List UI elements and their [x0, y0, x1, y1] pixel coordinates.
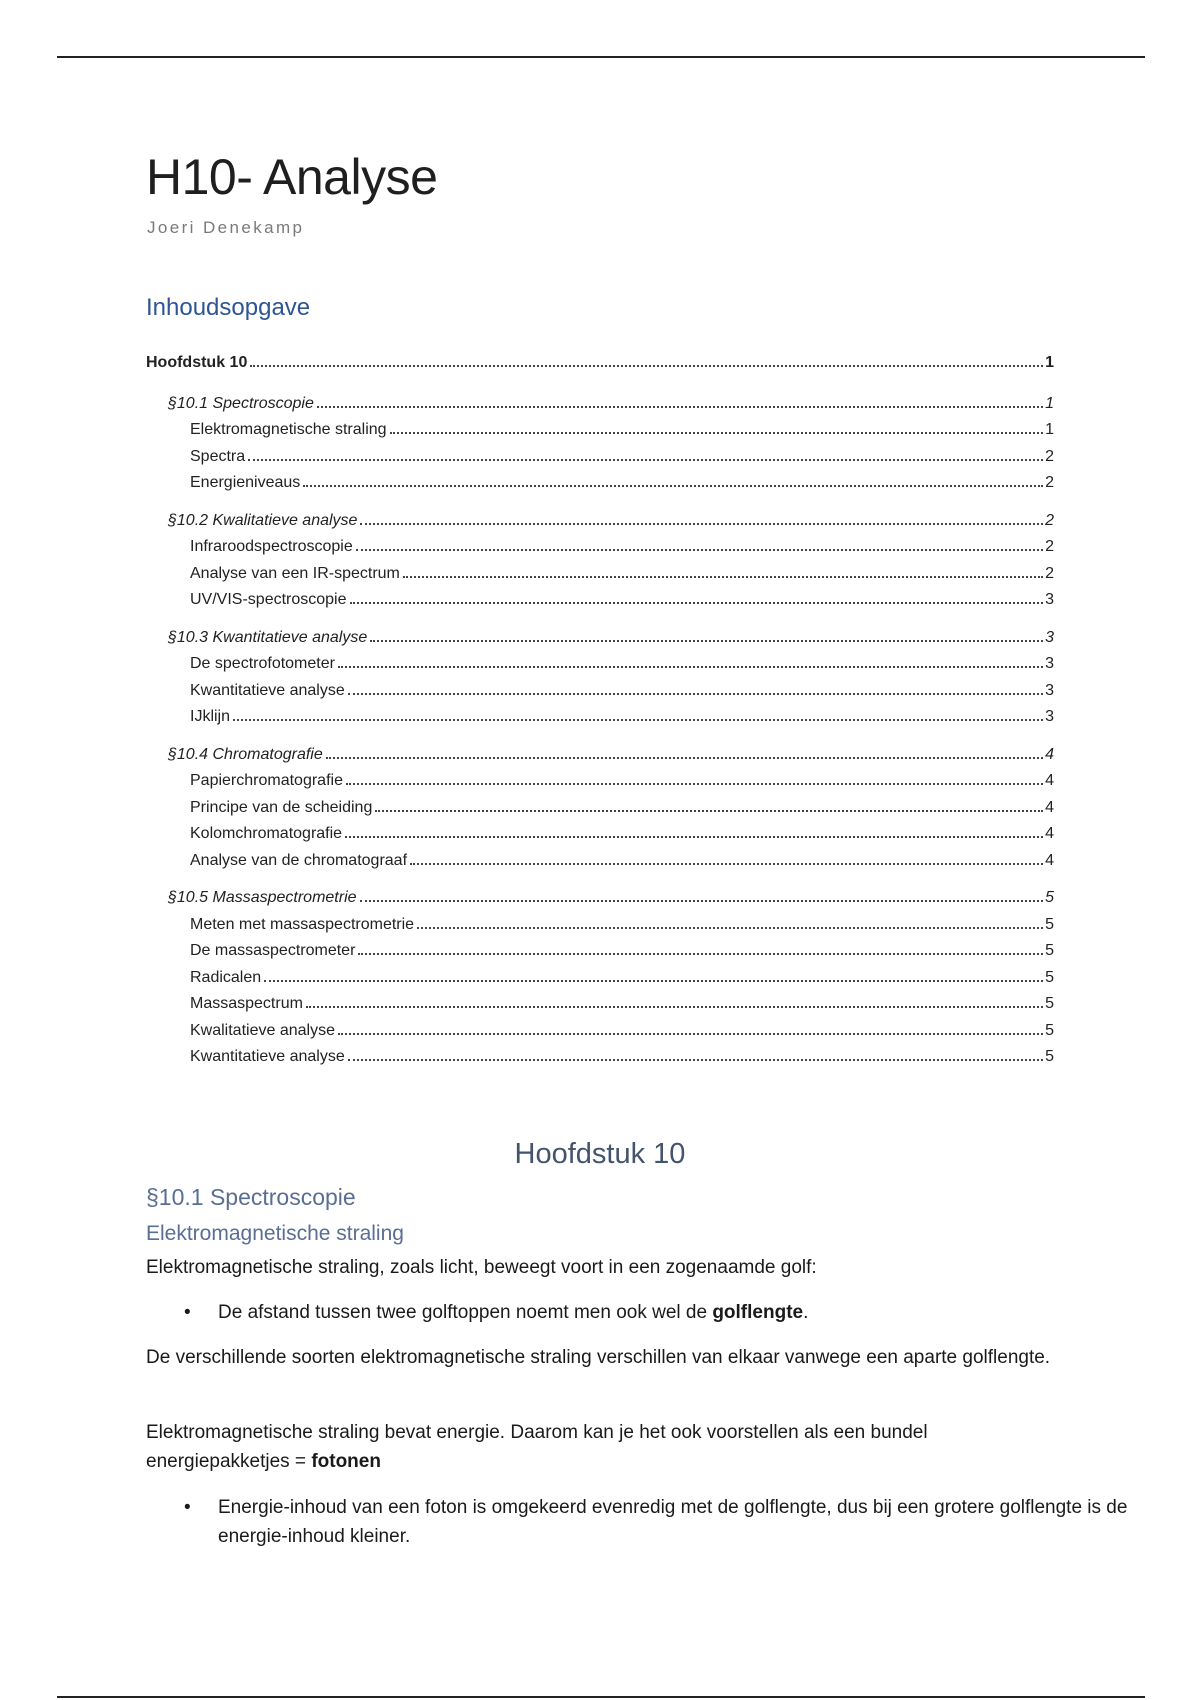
- toc-leader-dots: [345, 836, 1043, 838]
- toc-entry-page: 3: [1045, 628, 1054, 646]
- toc-leader-dots: [417, 927, 1043, 929]
- toc-entry-label: §10.2 Kwalitatieve analyse: [168, 511, 358, 529]
- toc-leader-dots: [338, 1033, 1043, 1035]
- toc-leader-dots: [348, 1059, 1043, 1061]
- toc-leader-dots: [233, 719, 1043, 721]
- toc-leader-dots: [356, 549, 1043, 551]
- header-rule: [57, 56, 1145, 58]
- toc-entry-label: Energieniveaus: [190, 474, 301, 491]
- toc-leader-dots: [360, 900, 1044, 902]
- bold-term: fotonen: [311, 1451, 381, 1472]
- toc-entry-page: 5: [1045, 915, 1054, 933]
- document-title: H10- Analyse: [146, 149, 438, 205]
- toc-leader-dots: [350, 602, 1044, 604]
- toc-entry-page: 1: [1045, 394, 1054, 412]
- document-author: Joeri Denekamp: [147, 218, 305, 237]
- toc-entry-label: Hoofdstuk 10: [146, 354, 248, 371]
- toc-leader-dots: [264, 980, 1043, 982]
- toc-entry[interactable]: [146, 1022, 1054, 1049]
- toc-entry-page: 2: [1045, 474, 1054, 491]
- toc-entry[interactable]: [146, 825, 1054, 852]
- toc-entry-page: 5: [1045, 889, 1054, 906]
- toc-leader-dots: [348, 693, 1043, 695]
- toc-entry[interactable]: [146, 474, 1054, 501]
- toc-entry-label: Kwantitatieve analyse: [190, 681, 345, 699]
- toc-leader-dots: [250, 365, 1043, 367]
- toc-entry-page: 3: [1045, 591, 1054, 608]
- toc-entry-label: Massaspectrum: [190, 995, 303, 1012]
- toc-entry-page: 5: [1045, 942, 1054, 959]
- toc-entry-page: 2: [1045, 447, 1054, 465]
- toc-entry[interactable]: [146, 1048, 1054, 1075]
- footer-rule: [57, 1696, 1145, 1698]
- toc-entry-page: 4: [1045, 798, 1054, 816]
- toc-entry-page: 1: [1045, 421, 1054, 438]
- toc-entry[interactable]: [146, 512, 1054, 539]
- toc-leader-dots: [306, 1006, 1043, 1008]
- toc-entry[interactable]: [146, 708, 1054, 735]
- toc-entry-page: 4: [1045, 851, 1054, 869]
- toc-entry[interactable]: [146, 421, 1054, 448]
- toc-entry-page: 3: [1045, 681, 1054, 699]
- toc-entry[interactable]: [146, 591, 1054, 618]
- toc-entry-page: 5: [1045, 1021, 1054, 1039]
- bullet-text: De afstand tussen twee golftoppen noemt men ook wel de: [218, 1302, 713, 1323]
- toc-entry-label: Radicalen: [190, 968, 262, 986]
- toc-entry[interactable]: [146, 969, 1054, 996]
- toc-leader-dots: [375, 810, 1043, 812]
- toc-entry[interactable]: [146, 354, 1054, 381]
- toc-entry-page: 5: [1045, 995, 1054, 1012]
- toc-entry-page: 4: [1045, 745, 1054, 763]
- toc-entry[interactable]: [146, 889, 1054, 916]
- toc-leader-dots: [410, 863, 1043, 865]
- toc-entry-label: Meten met massaspectrometrie: [190, 915, 415, 933]
- toc-entry-label: Analyse van een IR-spectrum: [190, 564, 400, 582]
- toc-entry[interactable]: [146, 565, 1054, 592]
- toc-leader-dots: [338, 666, 1043, 668]
- toc-entry[interactable]: [146, 799, 1054, 826]
- toc-entry[interactable]: [146, 655, 1054, 682]
- bullet-item: [146, 1298, 1148, 1327]
- toc-entry-label: Kwalitatieve analyse: [190, 1021, 335, 1039]
- toc-entry-label: IJklijn: [190, 708, 231, 725]
- bullet-punct: .: [803, 1302, 809, 1323]
- toc-entry-label: §10.4 Chromatografie: [168, 745, 323, 763]
- table-of-contents: [146, 354, 1054, 1075]
- chapter-title: Hoofdstuk 10: [514, 1138, 686, 1170]
- toc-entry-page: 2: [1045, 564, 1054, 582]
- toc-entry-label: De spectrofotometer: [190, 655, 335, 672]
- toc-heading: Inhoudsopgave: [146, 294, 311, 321]
- toc-entry-label: Principe van de scheiding: [190, 798, 373, 816]
- toc-entry-label: §10.1 Spectroscopie: [168, 394, 314, 412]
- bullet-text: Energie-inhoud van een foton is omgekeerd evenredig met de golflengte, dus bij een grotere golflengte is de energie-inhoud kleiner.: [218, 1497, 1128, 1547]
- toc-entry-page: 2: [1045, 511, 1054, 529]
- toc-entry-page: 3: [1045, 655, 1054, 672]
- toc-entry[interactable]: [146, 629, 1054, 656]
- toc-entry-label: §10.3 Kwantitatieve analyse: [168, 628, 368, 646]
- toc-leader-dots: [303, 485, 1043, 487]
- paragraph-text: Elektromagnetische straling bevat energie. Daarom kan je het ook voorstellen als een bundel energiepakketjes =: [146, 1422, 928, 1472]
- subsection-heading: Elektromagnetische straling: [146, 1222, 404, 1245]
- paragraph-intro: Elektromagnetische straling, zoals licht, beweegt voort in een zogenaamde golf:: [146, 1257, 817, 1278]
- toc-leader-dots: [326, 757, 1043, 759]
- toc-entry[interactable]: [146, 772, 1054, 799]
- toc-entry-label: Analyse van de chromatograaf: [190, 851, 408, 869]
- section-heading: §10.1 Spectroscopie: [146, 1184, 356, 1210]
- toc-entry-label: De massaspectrometer: [190, 942, 356, 959]
- toc-leader-dots: [346, 783, 1043, 785]
- toc-entry[interactable]: [146, 746, 1054, 773]
- toc-leader-dots: [358, 953, 1043, 955]
- toc-entry-page: 4: [1045, 772, 1054, 789]
- toc-entry-label: §10.5 Massaspectrometrie: [168, 889, 357, 906]
- toc-leader-dots: [390, 432, 1044, 434]
- toc-entry-page: 2: [1045, 538, 1054, 555]
- toc-entry-label: Elektromagnetische straling: [190, 421, 387, 438]
- toc-entry-label: UV/VIS-spectroscopie: [190, 591, 347, 608]
- bullet-icon: •: [184, 1302, 191, 1323]
- toc-entry[interactable]: [146, 942, 1054, 969]
- toc-leader-dots: [370, 640, 1043, 642]
- toc-leader-dots: [248, 459, 1043, 461]
- toc-entry-page: 5: [1045, 968, 1054, 986]
- toc-entry[interactable]: [146, 995, 1054, 1022]
- toc-entry-page: 3: [1045, 708, 1054, 725]
- toc-entry-label: Spectra: [190, 447, 246, 465]
- toc-entry-page: 5: [1045, 1048, 1054, 1065]
- toc-entry[interactable]: [146, 852, 1054, 879]
- toc-entry-label: Papierchromatografie: [190, 772, 343, 789]
- toc-leader-dots: [317, 406, 1043, 408]
- toc-entry-page: 1: [1045, 354, 1054, 371]
- toc-entry-label: Infraroodspectroscopie: [190, 538, 353, 555]
- toc-leader-dots: [360, 523, 1043, 525]
- toc-entry-label: Kolomchromatografie: [190, 825, 343, 842]
- bullet-item: [146, 1493, 1148, 1551]
- toc-entry[interactable]: [146, 682, 1054, 709]
- toc-entry[interactable]: [146, 395, 1054, 422]
- toc-leader-dots: [403, 576, 1043, 578]
- paragraph-wavelengths: De verschillende soorten elektromagnetische straling verschillen van elkaar vanwege een aparte golflengte.: [146, 1347, 1051, 1368]
- bullet-icon: •: [184, 1497, 191, 1518]
- bold-term: golflengte: [712, 1302, 804, 1323]
- toc-entry[interactable]: [146, 916, 1054, 943]
- toc-entry[interactable]: [146, 538, 1054, 565]
- toc-entry[interactable]: [146, 448, 1054, 475]
- paragraph-photons: [146, 1418, 1076, 1476]
- toc-entry-label: Kwantitatieve analyse: [190, 1048, 345, 1065]
- toc-entry-page: 4: [1045, 825, 1054, 842]
